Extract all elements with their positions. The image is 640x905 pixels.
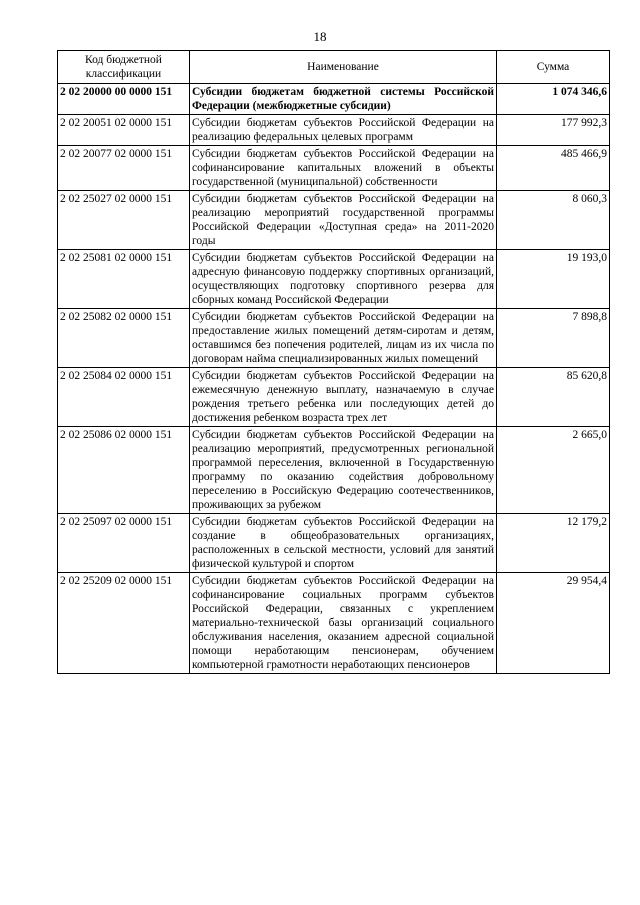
row-name: Субсидии бюджетам субъектов Российской Федерации на ежемесячную денежную выплату, назначаемую в случае рождения третьего ребенка или последующих детей до достижения ребенком возраста трех лет — [190, 368, 497, 427]
table-row — [58, 427, 610, 514]
header-name: Наименование — [190, 51, 497, 84]
row-code: 2 02 20051 02 0000 151 — [58, 115, 190, 146]
row-name: Субсидии бюджетам субъектов Российской Федерации на создание в общеобразовательных организациях, расположенных в сельской местности, условий для занятий физической культурой и спортом — [190, 514, 497, 573]
row-sum: 7 898,8 — [497, 309, 610, 368]
table-header-row — [58, 51, 610, 84]
table-row — [58, 146, 610, 191]
row-code: 2 02 25082 02 0000 151 — [58, 309, 190, 368]
row-name: Субсидии бюджетам субъектов Российской Федерации на реализацию мероприятий государственной программы Российской Федерации «Доступная среда» на 2011-2020 годы — [190, 191, 497, 250]
table-row — [58, 250, 610, 309]
table-row — [58, 191, 610, 250]
row-code: 2 02 25097 02 0000 151 — [58, 514, 190, 573]
row-sum: 2 665,0 — [497, 427, 610, 514]
table-row — [58, 573, 610, 674]
header-code: Код бюджетной классификации — [58, 51, 190, 84]
table-row — [58, 514, 610, 573]
row-sum: 29 954,4 — [497, 573, 610, 674]
page-number: 18 — [313, 29, 327, 44]
row-name: Субсидии бюджетам субъектов Российской Федерации на софинансирование капитальных вложений в объекты государственной (муниципальной) собственности — [190, 146, 497, 191]
row-sum: 85 620,8 — [497, 368, 610, 427]
row-sum: 177 992,3 — [497, 115, 610, 146]
row-code: 2 02 25086 02 0000 151 — [58, 427, 190, 514]
row-code: 2 02 25027 02 0000 151 — [58, 191, 190, 250]
row-name: Субсидии бюджетам субъектов Российской Федерации на предоставление жилых помещений детям-сиротам и детям, оставшимся без попечения родителей, лицам из их числа по договорам найма специализированных жилых помещений — [190, 309, 497, 368]
row-code: 2 02 20077 02 0000 151 — [58, 146, 190, 191]
header-sum: Сумма — [497, 51, 610, 84]
row-code: 2 02 20000 00 0000 151 — [58, 84, 190, 115]
row-name: Субсидии бюджетам бюджетной системы Российской Федерации (межбюджетные субсидии) — [190, 84, 497, 115]
row-sum: 485 466,9 — [497, 146, 610, 191]
table-row — [58, 309, 610, 368]
row-sum: 12 179,2 — [497, 514, 610, 573]
row-code: 2 02 25209 02 0000 151 — [58, 573, 190, 674]
table-row — [58, 368, 610, 427]
table-row — [58, 115, 610, 146]
row-sum: 8 060,3 — [497, 191, 610, 250]
row-name: Субсидии бюджетам субъектов Российской Федерации на реализацию федеральных целевых программ — [190, 115, 497, 146]
row-sum: 19 193,0 — [497, 250, 610, 309]
row-code: 2 02 25081 02 0000 151 — [58, 250, 190, 309]
budget-table — [57, 50, 610, 674]
row-name: Субсидии бюджетам субъектов Российской Федерации на реализацию мероприятий, предусмотренных региональной программой переселения, включенной в Государственную программу по оказанию содействия добровольному переселению в Российскую Федерацию соотечественников, проживающих за рубежом — [190, 427, 497, 514]
row-name: Субсидии бюджетам субъектов Российской Федерации на софинансирование социальных программ субъектов Российской Федерации, связанных с укреплением материально-технической базы организаций социального обслуживания населения, оказанием адресной социальной помощи неработающим пенсионерам, обучением компьютерной грамотности неработающих пенсионеров — [190, 573, 497, 674]
table-row — [58, 84, 610, 115]
row-code: 2 02 25084 02 0000 151 — [58, 368, 190, 427]
row-name: Субсидии бюджетам субъектов Российской Федерации на адресную финансовую поддержку спортивных организаций, осуществляющих подготовку спортивного резерва для сборных команд Российской Федерации — [190, 250, 497, 309]
row-sum: 1 074 346,6 — [497, 84, 610, 115]
